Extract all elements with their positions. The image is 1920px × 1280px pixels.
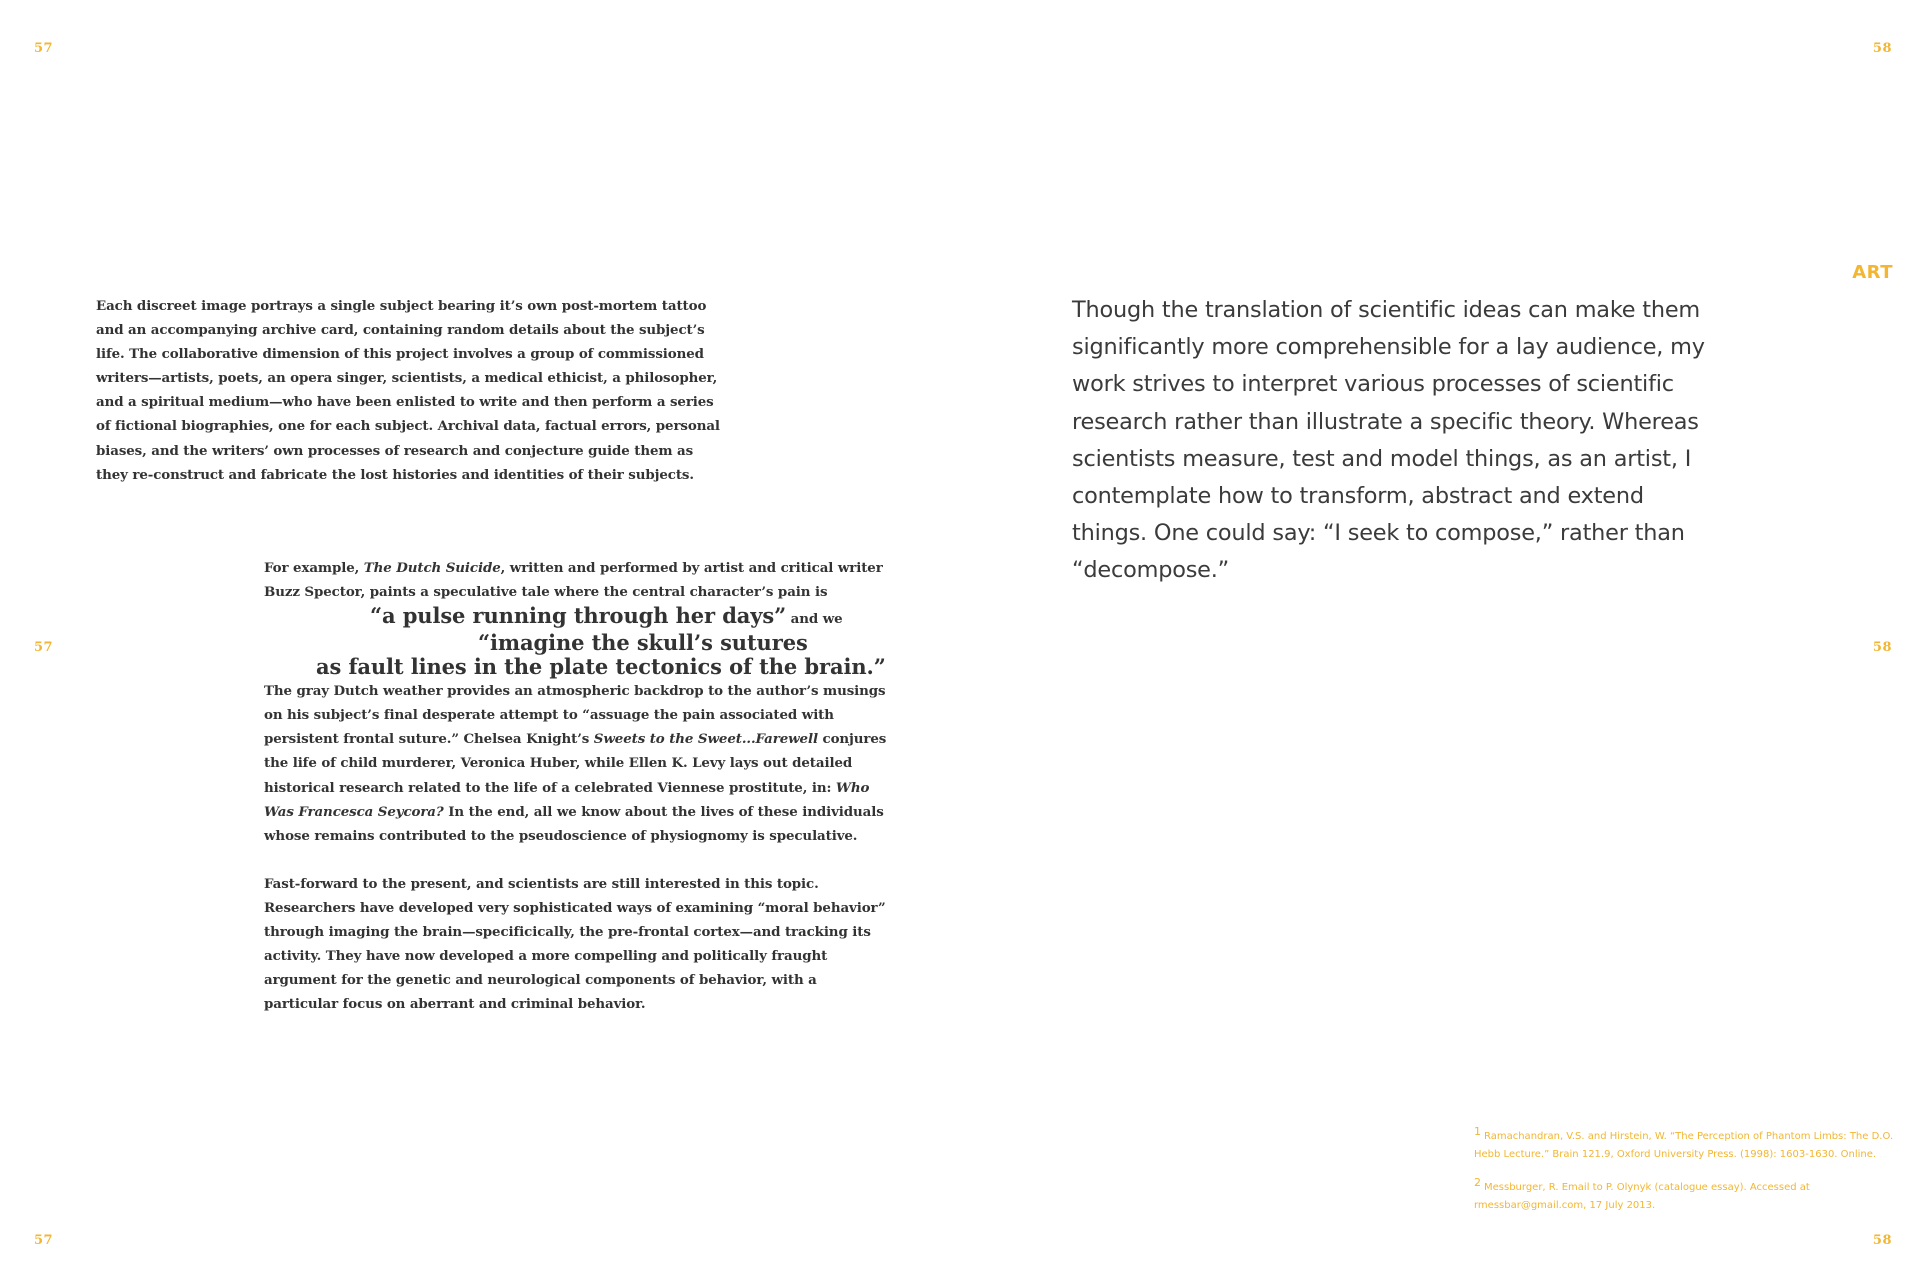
- intro-paragraph: [96, 294, 726, 487]
- example-text-d: conjures the life of child murderer, Veronica Huber, while Ellen K. Levy lays out detailed historical research related to the life of a celebrated Viennese prostitute, in:: [264, 731, 887, 796]
- footnote-1: [1474, 1124, 1894, 1163]
- example-text-e: In the end, all we know about the lives of these individuals whose remains contributed to the pseudoscience of physiognomy is speculative.: [264, 803, 884, 844]
- footnote-1-number: 1: [1474, 1124, 1481, 1138]
- pull-quote-line-1: [264, 604, 894, 631]
- footnote-2: [1474, 1175, 1894, 1214]
- artist-statement: Though the translation of scientific ideas can make them significantly more comprehensible for a lay audience, my work strives to interpret various processes of scientific research rather than illustrate a specific theory. Whereas scientists measure, test and model things, as an artist, I contemplate how to transform, abstract and extend things. One could say: “I seek to compose,” rather than “decompose.”: [1072, 297, 1705, 584]
- example-text-a: For example,: [264, 560, 364, 576]
- footnote-1-text: Ramachandran, V.S. and Hirstein, W. “The Perception of Phantom Limbs: The D.O. Hebb Lecture.” Brain 121.9, Oxford University Press. (1998): 1603-1630. Online.: [1474, 1131, 1894, 1160]
- section-label-art: ART: [1852, 262, 1893, 283]
- folio-right-middle: 58: [1872, 640, 1892, 655]
- title-sweets-to-the-sweet: Sweets to the Sweet...Farewell: [593, 731, 818, 748]
- folio-left-top: 57: [34, 41, 54, 56]
- example-paragraph-1: [264, 556, 894, 604]
- pull-quote-line-3: as fault lines in the plate tectonics of the brain.”: [316, 654, 886, 680]
- example-section: [264, 556, 894, 1016]
- example-paragraph-1-continued: [264, 679, 894, 848]
- pull-quote-line-2: “imagine the skull’s sutures: [478, 630, 808, 656]
- title-francesca-seycora: Who Was Francesca Seycora?: [264, 779, 870, 820]
- footnote-2-text: Messburger, R. Email to P. Olynyk (catalogue essay). Accessed at rmessbar@gmail.com, 17 July 2013.: [1474, 1182, 1810, 1211]
- folio-right-bottom: 58: [1872, 1233, 1892, 1248]
- folio-left-bottom: 57: [34, 1233, 54, 1248]
- example-paragraph-2: Fast-forward to the present, and scientists are still interested in this topic. Researchers have developed very sophisticated ways of examining “moral behavior” through imaging the brain—specificically, the pre-frontal cortex—and tracking its activity. They have now developed a more compelling and politically fraught argument for the genetic and neurological components of behavior, with a particular focus on aberrant and criminal behavior.: [264, 875, 886, 1013]
- footnotes: [1474, 1124, 1894, 1214]
- title-dutch-suicide: The Dutch Suicide: [363, 560, 501, 576]
- folio-right-top: 58: [1872, 41, 1892, 56]
- pull-quote-connector: and we: [786, 611, 843, 628]
- example-text-b: , written and performed by artist and critical writer Buzz Spector, paints a speculative tale where the central character’s pain is: [264, 560, 883, 601]
- example-text-c: The gray Dutch weather provides an atmospheric backdrop to the author’s musings on his subject’s final desperate attempt to “assuage the pain associated with persistent frontal suture.” Chelsea Knight’s: [264, 683, 886, 748]
- footnote-2-number: 2: [1474, 1175, 1481, 1189]
- pull-quote-1: “a pulse running through her days”: [370, 603, 787, 629]
- folio-left-middle: 57: [34, 640, 54, 655]
- intro-text: Each discreet image portrays a single subject bearing it’s own post-mortem tattoo and an accompanying archive card, containing random details about the subject’s life. The collaborative dimension of this project involves a group of commissioned writers—artists, poets, an opera singer, scientists, a medical ethicist, a philosopher, and a spiritual medium—who have been enlisted to write and then perform a series of fictional biographies, one for each subject. Archival data, factual errors, personal biases, and the writers’ own processes of research and conjecture guide them as they re-construct and fabricate the lost histories and identities of their subjects.: [96, 298, 720, 483]
